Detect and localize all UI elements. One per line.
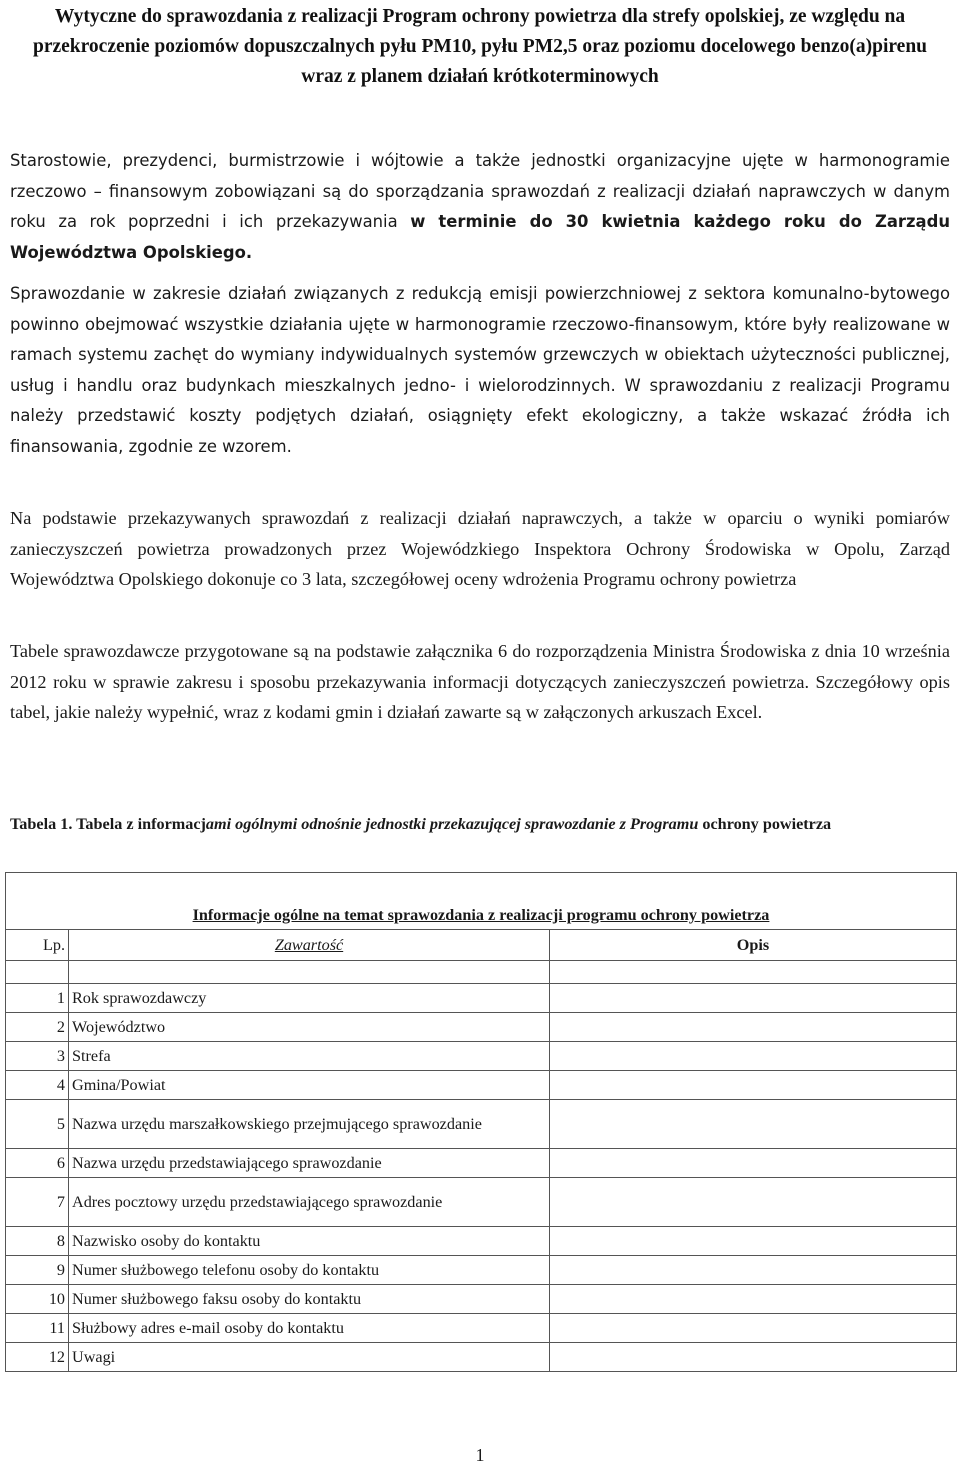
row-description-input[interactable] (550, 1227, 957, 1256)
table-caption-end: ochrony powietrza (698, 815, 832, 833)
row-number: 8 (6, 1227, 69, 1256)
table-row (6, 1256, 957, 1285)
row-number: 2 (6, 1013, 69, 1042)
table-row (6, 1149, 957, 1178)
row-content: Numer służbowego faksu osoby do kontaktu (69, 1285, 550, 1314)
paragraph-scope: Sprawozdanie w zakresie działań związanych z redukcją emisji powierzchniowej z sektora komunalno-bytowego powinno obejmować wszystkie działania ujęte w harmonogramie rzeczowo-finansowym, które były realizowane w ramach systemu zachęt do wymiany indywidualnych systemów grzewczych w obiektach użyteczności publicznej, usług i handlu oraz budynkach mieszkalnych jedno- i wielorodzinnych. W sprawozdaniu z realizacji Programu należy przedstawić koszty podjętych działań, osiągnięty efekt ekologiczny, a także wskazać źródła ich finansowania, zgodnie ze wzorem. (10, 284, 950, 456)
general-info-table (5, 872, 957, 1372)
table-row (6, 1071, 957, 1100)
page-number: 1 (475, 1445, 485, 1465)
paragraph-assessment: Na podstawie przekazywanych sprawozdań z realizacji działań naprawczych, a także w oparciu o wyniki pomiarów zanieczyszczeń powietrza prowadzonych przez Wojewódzkiego Inspektora Ochrony Środowiska w Opolu, Zarząd Województwa Opolskiego dokonuje co 3 lata, szczegółowej oceny wdrożenia Programu ochrony powietrza (10, 508, 950, 589)
column-header-description: Opis (550, 930, 957, 961)
row-content: Adres pocztowy urzędu przedstawiającego sprawozdanie (69, 1178, 550, 1227)
column-header-lp: Lp. (6, 930, 69, 961)
document-page (10, 0, 950, 833)
row-content: Rok sprawozdawczy (69, 984, 550, 1013)
table-row (6, 1285, 957, 1314)
row-description-input[interactable] (550, 1042, 957, 1071)
table-row (6, 1100, 957, 1149)
row-number: 10 (6, 1285, 69, 1314)
row-content: Nazwa urzędu przedstawiającego sprawozdanie (69, 1149, 550, 1178)
row-description-input[interactable] (550, 1285, 957, 1314)
table-caption-italic: ami ogólnymi odnośnie jednostki przekazującej sprawozdanie z Programu (205, 815, 699, 833)
row-content: Nazwa urzędu marszałkowskiego przejmującego sprawozdanie (69, 1100, 550, 1149)
table-row (6, 1343, 957, 1372)
table-row (6, 1314, 957, 1343)
row-content: Strefa (69, 1042, 550, 1071)
row-content: Służbowy adres e-mail osoby do kontaktu (69, 1314, 550, 1343)
table-row (6, 1013, 957, 1042)
deadline-text: w terminie do 30 kwietnia każdego roku do Zarządu Województwa Opolskiego. (10, 212, 950, 262)
table-row (6, 1042, 957, 1071)
column-header-content: Zawartość (69, 930, 550, 961)
row-number: 6 (6, 1149, 69, 1178)
row-number: 12 (6, 1343, 69, 1372)
table-title: Informacje ogólne na temat sprawozdania z realizacji programu ochrony powietrza (6, 873, 957, 930)
paragraph-tables-basis: Tabele sprawozdawcze przygotowane są na podstawie załącznika 6 do rozporządzenia Ministra Środowiska z dnia 10 września 2012 roku w sprawie zakresu i sposobu przekazywania informacji dotyczących zanieczyszczeń powietrza. Szczegółowy opis tabel, jakie należy wypełnić, wraz z kodami gmin i działań zawarte są w załączonych arkuszach Excel. (10, 641, 950, 722)
row-content: Województwo (69, 1013, 550, 1042)
row-description-input[interactable] (550, 1149, 957, 1178)
table-caption (10, 812, 950, 837)
row-description-input[interactable] (550, 1314, 957, 1343)
row-description-input[interactable] (550, 1343, 957, 1372)
row-description-input[interactable] (550, 1256, 957, 1285)
paragraph-obligations (10, 146, 950, 268)
row-number: 9 (6, 1256, 69, 1285)
table-row (6, 984, 957, 1013)
row-content: Gmina/Powiat (69, 1071, 550, 1100)
row-description-input[interactable] (550, 1013, 957, 1042)
table-caption-start: Tabela 1. Tabela z informacj (10, 815, 206, 833)
row-content: Numer służbowego telefonu osoby do kontaktu (69, 1256, 550, 1285)
row-number: 1 (6, 984, 69, 1013)
row-content: Uwagi (69, 1343, 550, 1372)
page-title: Wytyczne do sprawozdania z realizacji Program ochrony powietrza dla strefy opolskiej, ze względu na przekroczenie poziomów dopuszczalnych pyłu PM10, pyłu PM2,5 oraz poziomu docelowego benzo(a)pirenu wraz z planem działań krótkoterminowych (32, 6, 928, 87)
row-description-input[interactable] (550, 1100, 957, 1149)
row-content: Nazwisko osoby do kontaktu (69, 1227, 550, 1256)
row-number: 7 (6, 1178, 69, 1227)
table-row (6, 1227, 957, 1256)
row-number: 3 (6, 1042, 69, 1071)
table-body (6, 984, 957, 1372)
row-number: 11 (6, 1314, 69, 1343)
table-row (6, 1178, 957, 1227)
row-description-input[interactable] (550, 1178, 957, 1227)
row-number: 4 (6, 1071, 69, 1100)
paragraph-obligations-text: Starostowie, prezydenci, burmistrzowie i wójtowie a także jednostki organizacyjne ujęte w harmonogramie rzeczowo – finansowym zobowiązani są do sporządzania sprawozdań z realizacji działań naprawczych w danym roku za rok poprzedni i ich przekazywania (10, 151, 950, 231)
row-description-input[interactable] (550, 1071, 957, 1100)
row-description-input[interactable] (550, 984, 957, 1013)
row-number: 5 (6, 1100, 69, 1149)
